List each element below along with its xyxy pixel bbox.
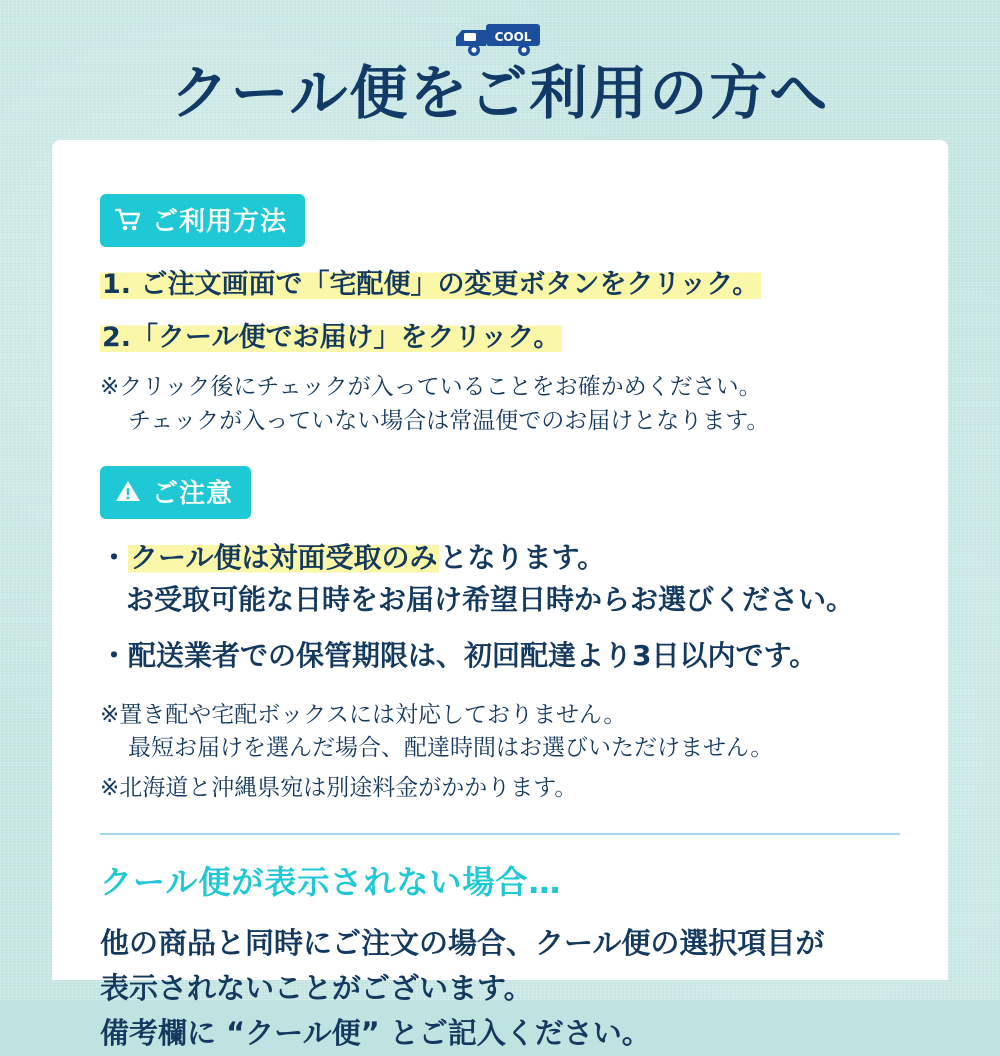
how-to-note-2: チェックが入っていない場合は常温便でのお届けとなります。	[128, 407, 770, 434]
caution-heading-label: ご注意	[152, 478, 234, 509]
how-to-heading-label: ご利用方法	[152, 207, 288, 237]
caution-heading	[100, 466, 251, 519]
caution-item-1-bullet: ・	[100, 540, 129, 574]
caution-note-1: ※置き配や宅配ボックスには対応しておりません。	[100, 701, 627, 728]
not-displayed-title: クール便が表示されない場合…	[100, 863, 562, 901]
how-to-note-1: ※クリック後にチェックが入っていることをお確かめください。	[100, 374, 762, 401]
cool-badge-text: COOL	[494, 30, 532, 44]
caution-item-1-highlight: クール便は対面受取のみ	[130, 540, 438, 574]
warning-triangle-icon	[114, 477, 142, 505]
not-displayed-line-3: 備考欄に “クール便” とご記入ください。	[100, 1015, 651, 1050]
page-title: クール便をご利用の方へ	[170, 59, 830, 127]
caution-item-1-tail: となります。	[439, 540, 606, 574]
how-to-step-2-text: 2.「クール便でお届け」をクリック。	[102, 322, 561, 354]
section-divider	[100, 833, 900, 835]
how-to-step-1	[100, 265, 900, 304]
how-to-step-1-text: 1. ご注文画面で「宅配便」の変更ボタンをクリック。	[102, 269, 760, 300]
not-displayed-section	[52, 857, 948, 1056]
caution-item-2: ・配送業者での保管期限は、初回配達より3日以内です。	[100, 638, 818, 672]
content-card	[52, 140, 948, 1050]
caution-note-3: ※北海道と沖縄県宛は別途料金がかかります。	[100, 774, 578, 801]
how-to-heading	[100, 194, 305, 247]
shopping-cart-icon	[114, 206, 142, 234]
how-to-step-2	[100, 318, 900, 357]
not-displayed-line-1: 他の商品と同時にご注文の場合、クール便の選択項目が	[100, 926, 825, 960]
cool-truck-icon	[450, 16, 550, 58]
caution-item-1	[100, 537, 900, 579]
caution-item-1-sub: お受取可能な日時をお届け希望日時からお選びください。	[126, 582, 855, 616]
how-to-section	[52, 168, 948, 438]
caution-section	[52, 466, 948, 805]
caution-note-2: 最短お届けを選んだ場合、配達時間はお選びいただけません。	[128, 735, 774, 762]
header	[0, 0, 1000, 140]
not-displayed-line-2: 表示されないことがございます。	[100, 970, 533, 1005]
